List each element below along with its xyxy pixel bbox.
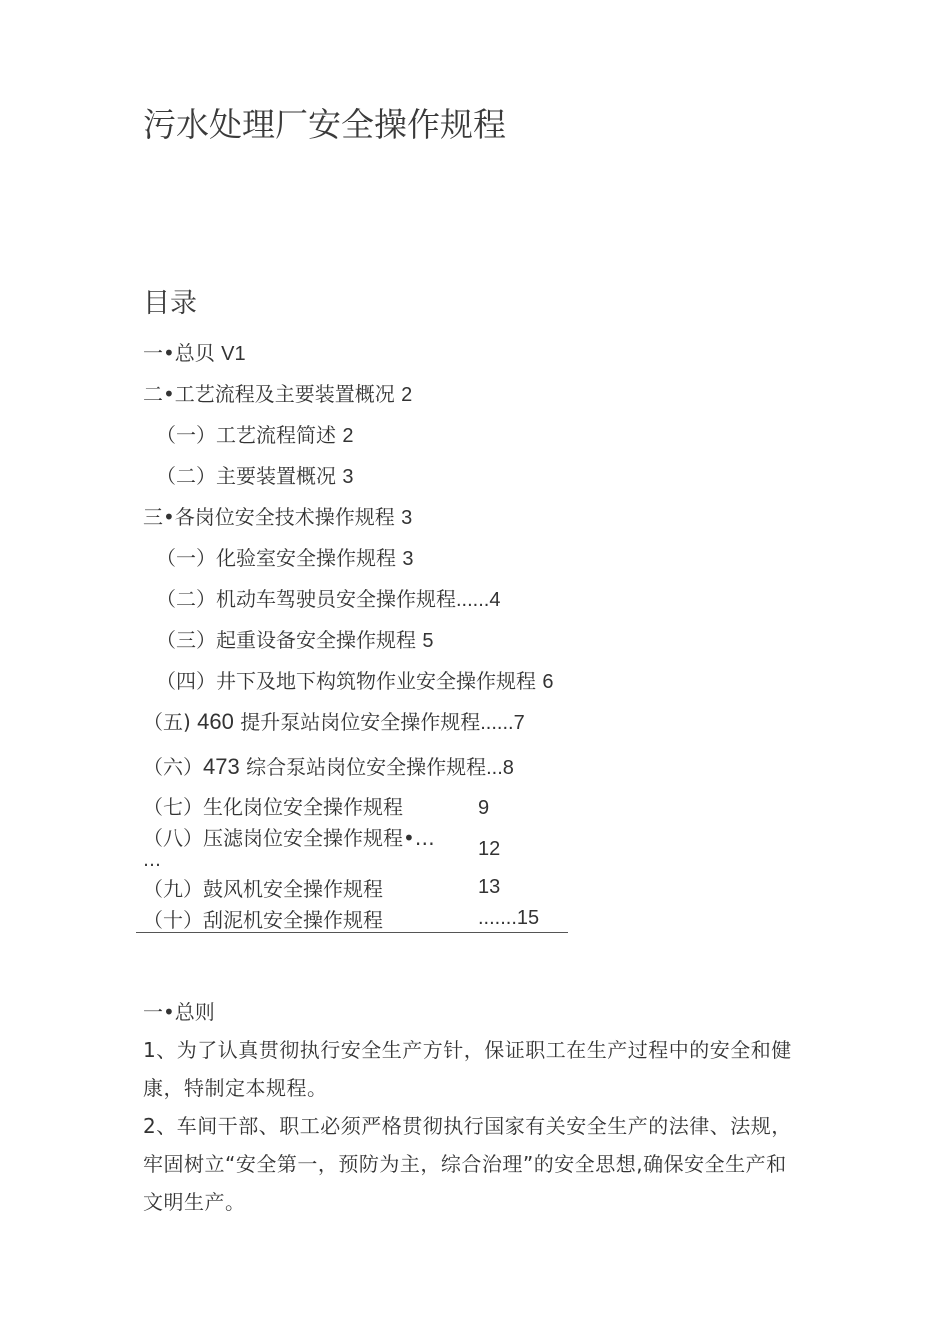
- toc-entry-page: ......7: [480, 712, 525, 734]
- toc-entry-page: 12: [478, 838, 501, 860]
- toc-entry-text: （二）机动车驾驶员安全操作规程: [156, 587, 456, 611]
- toc-entry-page: 13: [478, 876, 501, 898]
- toc-entry-page: 3: [402, 548, 414, 570]
- toc-entry-page: 2: [401, 384, 413, 406]
- toc-entry-number: 460: [197, 709, 234, 734]
- toc-entry-page: 3: [401, 507, 413, 529]
- toc-entry[interactable]: [156, 625, 433, 656]
- toc-entry-text: 一•总贝: [143, 341, 215, 365]
- toc-entry[interactable]: [156, 584, 500, 615]
- toc-entry-text: 三•各岗位安全技术操作规程: [143, 505, 395, 529]
- toc-entry-text: （二）主要装置概况: [156, 464, 336, 488]
- toc-entry-text: 二•工艺流程及主要装置概况: [143, 382, 395, 406]
- toc-entry[interactable]: [143, 502, 412, 533]
- toc-entry-page: V1: [221, 343, 246, 365]
- toc-entry-page: .......15: [478, 907, 540, 929]
- paragraph: 1、为了认真贯彻执行安全生产方针，保证职工在生产过程中的安全和健康，特制定本规程。: [143, 1038, 792, 1100]
- section-heading: 一•总则: [143, 1000, 215, 1024]
- toc-entry[interactable]: [156, 543, 413, 574]
- toc-entry[interactable]: [143, 752, 514, 783]
- toc-entry[interactable]: [156, 666, 553, 697]
- toc-entry-text-continued: 提升泵站岗位安全操作规程: [240, 710, 481, 734]
- toc-entry-text[interactable]: （七）生化岗位安全操作规程: [143, 795, 403, 819]
- toc-entry-page: 3: [342, 466, 354, 488]
- toc-entry-page: 9: [478, 797, 490, 819]
- toc-entry-text: （三）起重设备安全操作规程: [156, 628, 416, 652]
- toc-entry-text-continued: 综合泵站岗位安全操作规程: [246, 755, 487, 779]
- toc-entry-text: （一）工艺流程简述: [156, 423, 336, 447]
- toc-heading: 目录: [143, 288, 197, 319]
- toc-entry-text: （一）化验室安全操作规程: [156, 546, 396, 570]
- document-title: 污水处理厂安全操作规程: [143, 105, 506, 144]
- toc-entry[interactable]: [143, 707, 525, 738]
- toc-entry-text[interactable]: （十）刮泥机安全操作规程: [143, 908, 383, 932]
- toc-entry-page: 5: [422, 630, 434, 652]
- toc-entry-page: 2: [342, 425, 354, 447]
- toc-entry-text: （四）井下及地下构筑物作业安全操作规程: [156, 669, 536, 693]
- toc-entry[interactable]: [156, 461, 353, 492]
- toc-entry[interactable]: [156, 420, 353, 451]
- toc-entry-text: （六）: [143, 755, 203, 779]
- toc-entry-page: ......4: [456, 589, 501, 611]
- toc-entry-number: 473: [203, 754, 240, 779]
- toc-entry-text-wrap: …: [143, 850, 161, 871]
- toc-divider: [136, 932, 568, 933]
- paragraph: 2、车间干部、职工必须严格贯彻执行国家有关安全生产的法律、法规，牢固树立“安全第一，预防为主，综合治理”的安全思想,确保安全生产和文明生产。: [143, 1114, 792, 1214]
- toc-entry-text: （五): [143, 710, 198, 734]
- toc-entry-page: ...8: [486, 757, 514, 779]
- toc-entry[interactable]: [143, 338, 246, 369]
- toc-entry-page: 6: [542, 671, 554, 693]
- toc-entry-text[interactable]: （九）鼓风机安全操作规程: [143, 877, 383, 901]
- toc-entry[interactable]: [143, 379, 412, 410]
- toc-entry-text[interactable]: （八）压滤岗位安全操作规程•…: [143, 826, 435, 850]
